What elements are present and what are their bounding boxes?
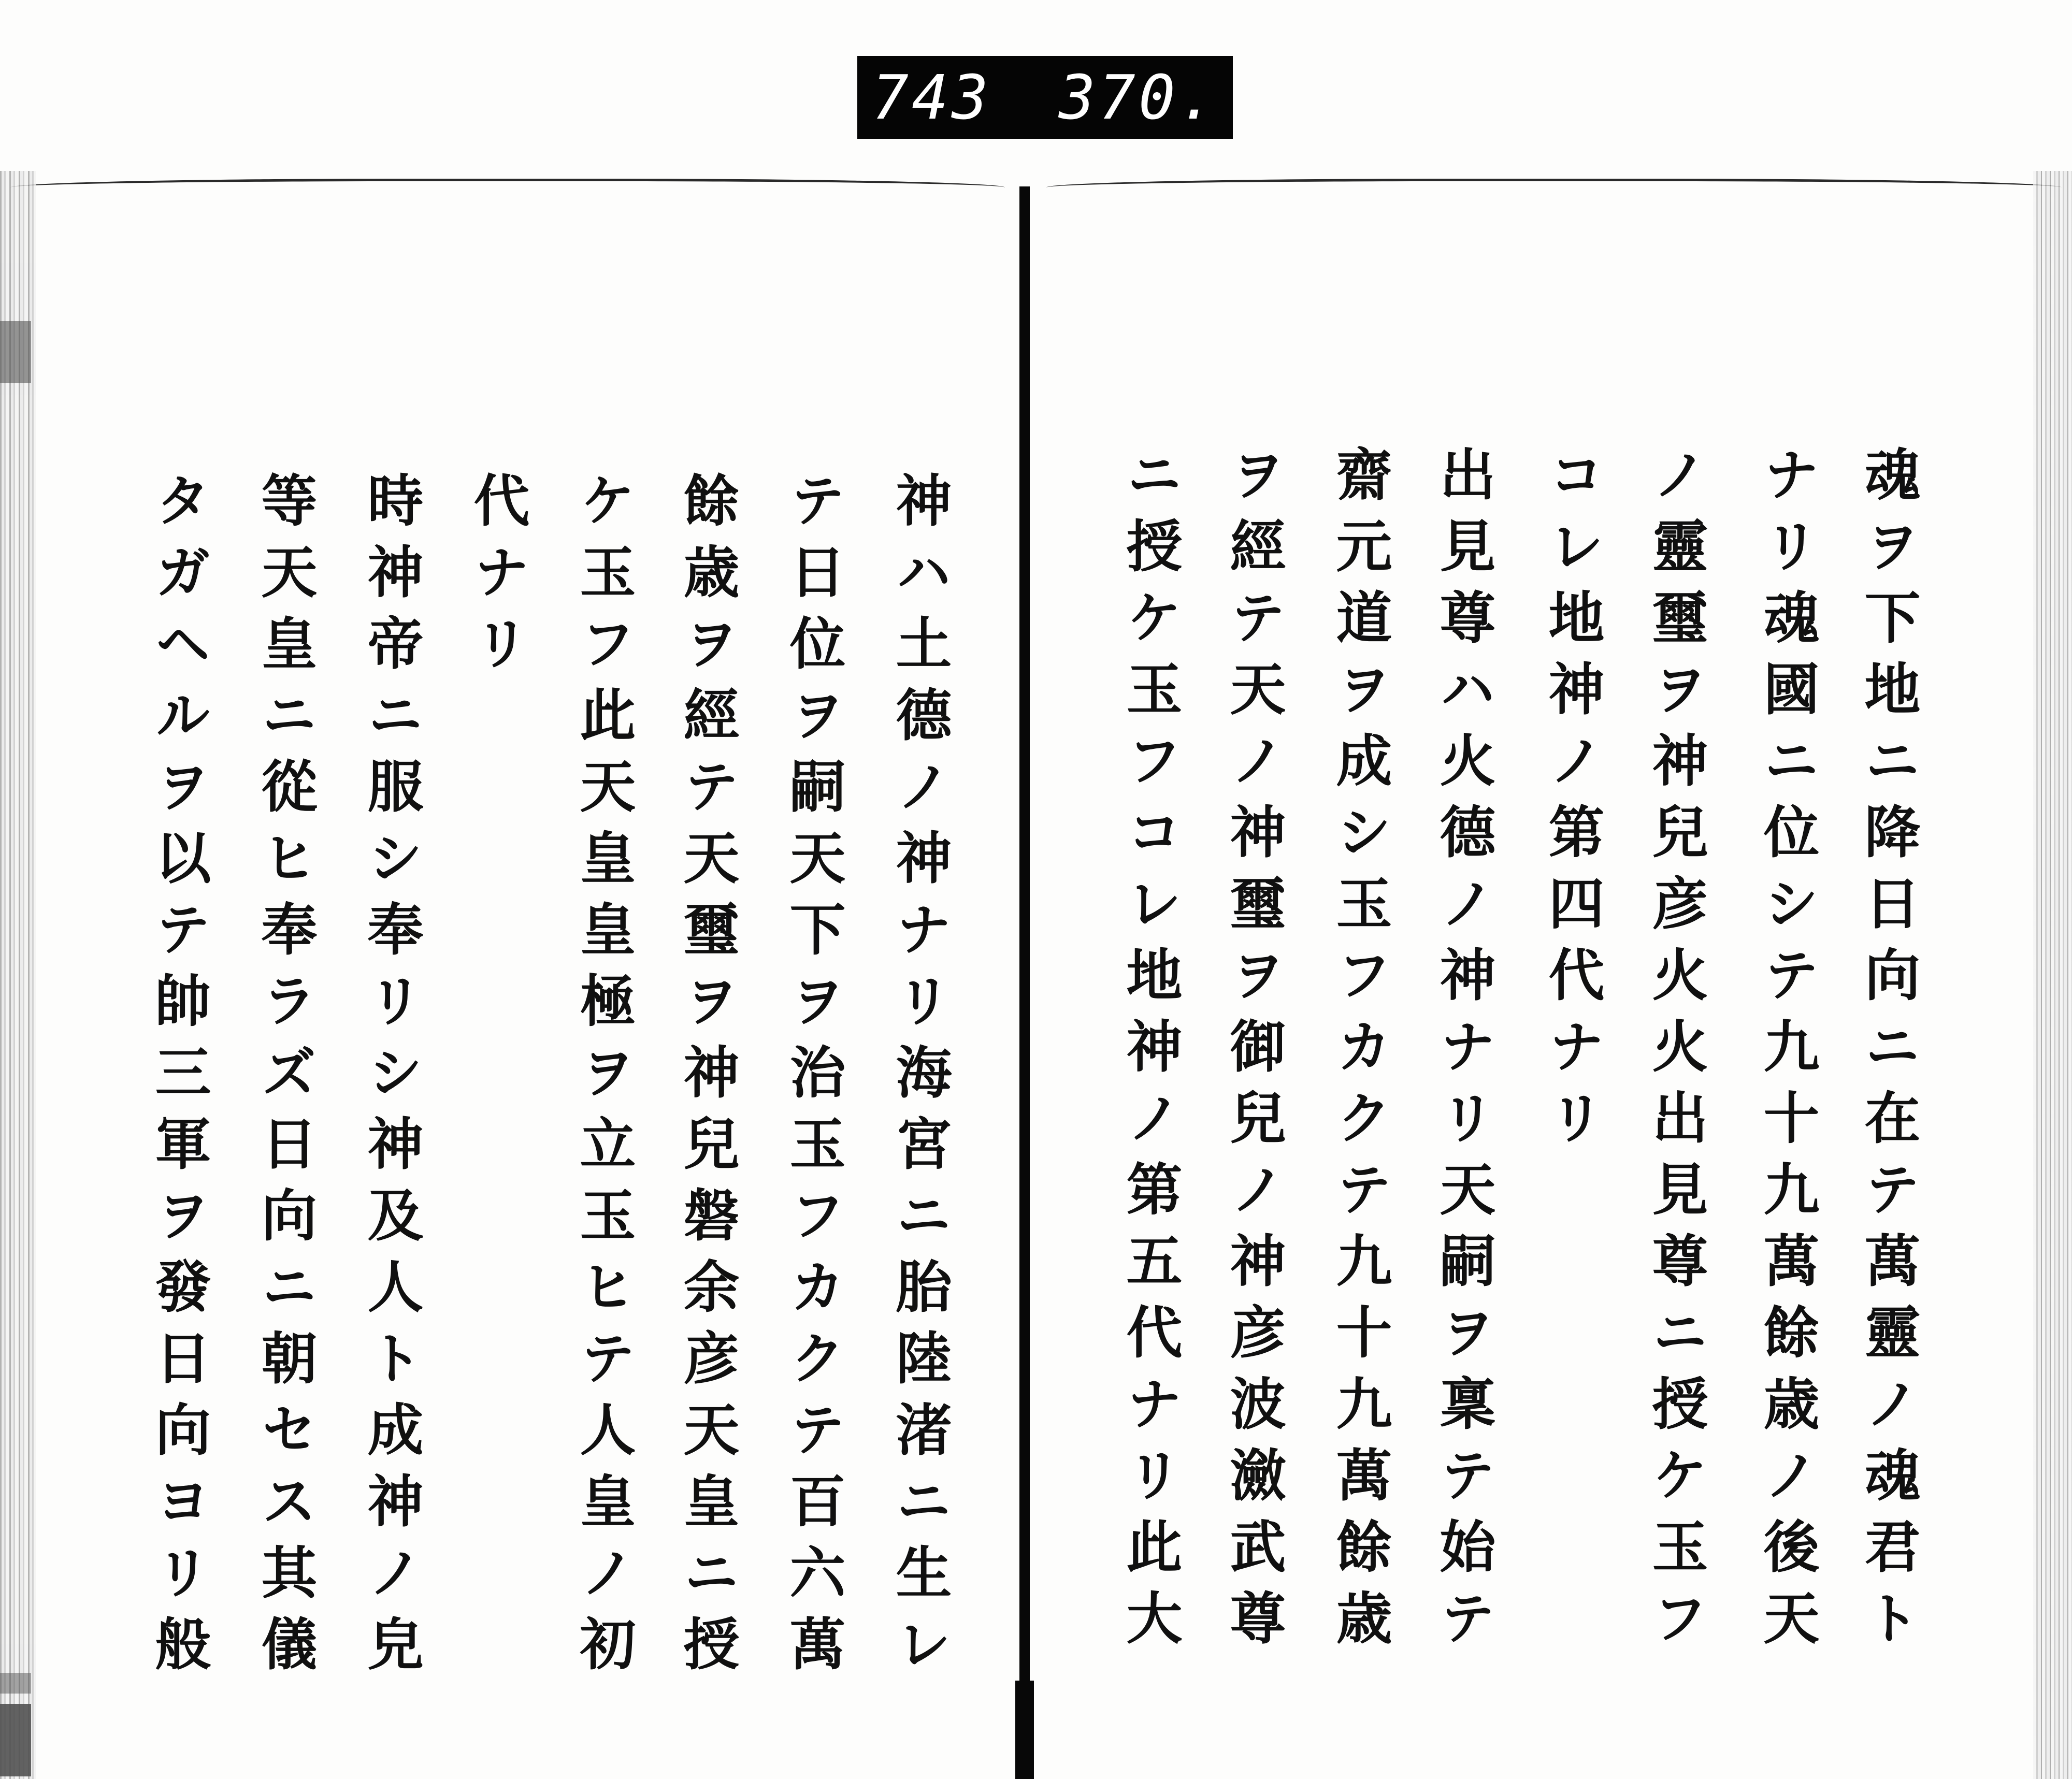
left-page-top-edge <box>10 179 1005 187</box>
right-page-column-8: ニ授ケ玉フコレ地神ノ第五代ナリ此大 <box>1117 445 1182 1660</box>
right-page-column-6: 齋元道ヲ成シ玉フカクテ九十九萬餘歳 <box>1327 445 1392 1660</box>
left-page-column-8: タガヘルヲ以テ帥三軍ヲ發日向ヨリ般 <box>146 471 211 1686</box>
left-page-column-4: ケ玉フ此天皇皇極ヲ立玉ヒテ人皇ノ初 <box>570 471 636 1686</box>
book-spine-foot <box>1015 1681 1034 1779</box>
left-page-column-7: 等天皇ニ從ヒ奉ラズ日向ニ朝セス其儀 <box>252 471 317 1686</box>
left-page-column-5: 代ナリ <box>464 471 529 686</box>
page-counter-label <box>857 56 1233 139</box>
right-page-column-1: 魂ヲ下地ニ降日向ニ在テ萬靈ノ魂君ト <box>1855 445 1920 1660</box>
right-page-top-edge <box>1046 179 2062 187</box>
right-page-column-7: ヲ經テ天ノ神璽ヲ御兒ノ神彦波瀲武尊 <box>1220 445 1286 1660</box>
left-page-column-1: 神ハ土德ノ神ナリ海宮ニ胎陸渚ニ生レ <box>886 471 952 1686</box>
right-page-column-2: ナリ魂國ニ位シテ九十九萬餘歳ノ後天 <box>1754 445 1819 1660</box>
right-page-column-5: 出見尊ハ火德ノ神ナリ天嗣ヲ稟テ始テ <box>1430 445 1495 1660</box>
left-page-column-6: 時神帝ニ服シ奉リシ神及人ト成神ノ皃 <box>358 471 423 1686</box>
left-page-column-3: 餘歳ヲ經テ天璽ヲ神兒磐余彦天皇ニ授 <box>674 471 739 1686</box>
left-page-column-2: テ日位ヲ嗣天下ヲ治玉フカクテ百六萬 <box>780 471 845 1686</box>
left-page-fore-edge <box>0 171 36 1779</box>
counter-right-number: 370. <box>1058 62 1218 133</box>
right-page-column-3: ノ靈璽ヲ神兒彦火火出見尊ニ授ケ玉フ <box>1643 445 1708 1660</box>
right-page-fore-edge <box>2033 171 2072 1779</box>
right-page-column-4: コレ地神ノ第四代ナリ <box>1539 445 1604 1160</box>
counter-left-number: 743 <box>872 62 992 133</box>
book-spine-gutter <box>1019 186 1030 1779</box>
